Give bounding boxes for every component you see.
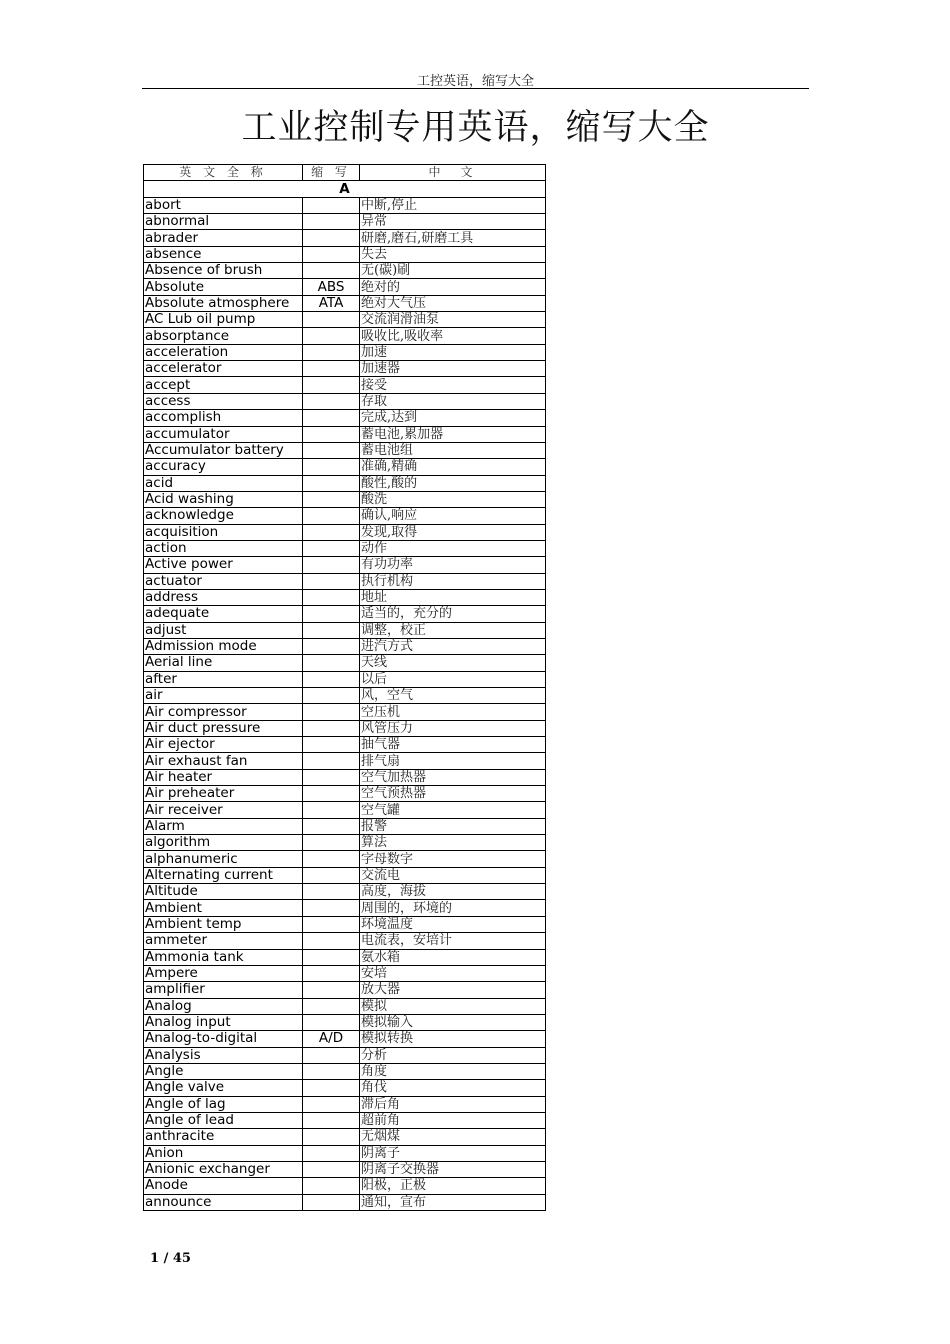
term-abbreviation xyxy=(303,377,360,393)
term-abbreviation xyxy=(303,965,360,981)
table-row xyxy=(144,459,546,475)
term-chinese: 地址 xyxy=(360,589,546,605)
term-english: Angle of lead xyxy=(144,1112,303,1128)
table-row xyxy=(144,1063,546,1079)
table-row xyxy=(144,933,546,949)
table-row xyxy=(144,475,546,491)
table-row xyxy=(144,246,546,262)
term-abbreviation xyxy=(303,933,360,949)
page-number: 1 / 45 xyxy=(150,1251,191,1266)
term-english: Alternating current xyxy=(144,867,303,883)
term-english: Absence of brush xyxy=(144,263,303,279)
table-row xyxy=(144,361,546,377)
term-abbreviation xyxy=(303,786,360,802)
term-chinese: 模拟转换 xyxy=(360,1031,546,1047)
term-abbreviation xyxy=(303,884,360,900)
term-chinese: 报警 xyxy=(360,818,546,834)
term-chinese: 加速 xyxy=(360,344,546,360)
term-chinese: 绝对大气压 xyxy=(360,295,546,311)
term-chinese: 天线 xyxy=(360,655,546,671)
term-english: Analog-to-digital xyxy=(144,1031,303,1047)
term-abbreviation xyxy=(303,246,360,262)
term-abbreviation xyxy=(303,1112,360,1128)
term-abbreviation xyxy=(303,998,360,1014)
term-abbreviation xyxy=(303,737,360,753)
table-row xyxy=(144,540,546,556)
term-abbreviation: A/D xyxy=(303,1031,360,1047)
term-abbreviation xyxy=(303,312,360,328)
table-row xyxy=(144,916,546,932)
term-english: abnormal xyxy=(144,214,303,230)
table-row xyxy=(144,737,546,753)
term-chinese: 准确,精确 xyxy=(360,459,546,475)
term-abbreviation xyxy=(303,475,360,491)
term-english: accumulator xyxy=(144,426,303,442)
term-english: accuracy xyxy=(144,459,303,475)
term-chinese: 风管压力 xyxy=(360,720,546,736)
table-row xyxy=(144,230,546,246)
table-row xyxy=(144,638,546,654)
term-chinese: 交流电 xyxy=(360,867,546,883)
term-abbreviation xyxy=(303,524,360,540)
section-row xyxy=(144,181,546,197)
table-row xyxy=(144,1129,546,1145)
term-abbreviation xyxy=(303,393,360,409)
term-english: accomplish xyxy=(144,410,303,426)
column-header-chinese: 中 文 xyxy=(360,165,546,181)
term-english: Analysis xyxy=(144,1047,303,1063)
term-abbreviation xyxy=(303,802,360,818)
term-english: Acid washing xyxy=(144,491,303,507)
term-chinese: 发现,取得 xyxy=(360,524,546,540)
term-abbreviation: ABS xyxy=(303,279,360,295)
term-abbreviation xyxy=(303,916,360,932)
term-english: adjust xyxy=(144,622,303,638)
term-abbreviation xyxy=(303,410,360,426)
term-chinese: 模拟 xyxy=(360,998,546,1014)
table-row xyxy=(144,835,546,851)
term-chinese: 中断,停止 xyxy=(360,197,546,213)
table-row xyxy=(144,263,546,279)
table-row xyxy=(144,1161,546,1177)
term-english: Ambient xyxy=(144,900,303,916)
term-chinese: 交流润滑油泵 xyxy=(360,312,546,328)
term-chinese: 分析 xyxy=(360,1047,546,1063)
term-abbreviation xyxy=(303,589,360,605)
term-chinese: 角伐 xyxy=(360,1080,546,1096)
term-abbreviation: ATA xyxy=(303,295,360,311)
page-title: 工业控制专用英语，缩写大全 xyxy=(241,108,710,148)
term-english: Air receiver xyxy=(144,802,303,818)
term-abbreviation xyxy=(303,573,360,589)
term-english: announce xyxy=(144,1194,303,1210)
term-chinese: 完成,达到 xyxy=(360,410,546,426)
term-abbreviation xyxy=(303,344,360,360)
term-english: accelerator xyxy=(144,361,303,377)
term-abbreviation xyxy=(303,361,360,377)
term-english: Analog input xyxy=(144,1014,303,1030)
term-chinese: 空气预热器 xyxy=(360,786,546,802)
term-english: Anode xyxy=(144,1178,303,1194)
table-row xyxy=(144,393,546,409)
term-chinese: 有功功率 xyxy=(360,557,546,573)
term-chinese: 角度 xyxy=(360,1063,546,1079)
term-abbreviation xyxy=(303,851,360,867)
table-row xyxy=(144,344,546,360)
term-chinese: 酸性,酸的 xyxy=(360,475,546,491)
term-chinese: 无(碳)刷 xyxy=(360,263,546,279)
term-english: algorithm xyxy=(144,835,303,851)
table-row xyxy=(144,442,546,458)
table-row xyxy=(144,312,546,328)
term-chinese: 确认,响应 xyxy=(360,508,546,524)
header-rule xyxy=(142,88,809,89)
term-chinese: 吸收比,吸收率 xyxy=(360,328,546,344)
term-english: Admission mode xyxy=(144,638,303,654)
table-row xyxy=(144,1080,546,1096)
term-chinese: 排气扇 xyxy=(360,753,546,769)
term-english: Ampere xyxy=(144,965,303,981)
term-chinese: 氨水箱 xyxy=(360,949,546,965)
table-row xyxy=(144,802,546,818)
term-chinese: 蓄电池组 xyxy=(360,442,546,458)
table-row xyxy=(144,410,546,426)
term-english: after xyxy=(144,671,303,687)
term-english: address xyxy=(144,589,303,605)
term-english: Analog xyxy=(144,998,303,1014)
term-chinese: 酸洗 xyxy=(360,491,546,507)
table-row xyxy=(144,589,546,605)
table-row xyxy=(144,704,546,720)
term-english: Air compressor xyxy=(144,704,303,720)
term-chinese: 空气罐 xyxy=(360,802,546,818)
term-english: acid xyxy=(144,475,303,491)
term-chinese: 加速器 xyxy=(360,361,546,377)
term-chinese: 蓄电池,累加器 xyxy=(360,426,546,442)
term-abbreviation xyxy=(303,1161,360,1177)
term-english: Altitude xyxy=(144,884,303,900)
table-row xyxy=(144,1178,546,1194)
term-abbreviation xyxy=(303,442,360,458)
term-chinese: 阴离子交换器 xyxy=(360,1161,546,1177)
term-abbreviation xyxy=(303,818,360,834)
term-english: anthracite xyxy=(144,1129,303,1145)
term-chinese: 适当的，充分的 xyxy=(360,606,546,622)
term-english: amplifier xyxy=(144,982,303,998)
term-chinese: 接受 xyxy=(360,377,546,393)
term-english: acquisition xyxy=(144,524,303,540)
term-english: Accumulator battery xyxy=(144,442,303,458)
term-english: Ammonia tank xyxy=(144,949,303,965)
term-chinese: 滞后角 xyxy=(360,1096,546,1112)
term-english: adequate xyxy=(144,606,303,622)
term-abbreviation xyxy=(303,1194,360,1210)
term-chinese: 高度，海拔 xyxy=(360,884,546,900)
term-chinese: 异常 xyxy=(360,214,546,230)
term-english: acceleration xyxy=(144,344,303,360)
glossary-table xyxy=(143,164,546,1211)
term-chinese: 电流表，安培计 xyxy=(360,933,546,949)
term-english: Air preheater xyxy=(144,786,303,802)
column-header-english: 英 文 全 称 xyxy=(144,165,303,181)
term-abbreviation xyxy=(303,328,360,344)
term-chinese: 超前角 xyxy=(360,1112,546,1128)
table-row xyxy=(144,998,546,1014)
table-row xyxy=(144,508,546,524)
term-chinese: 环境温度 xyxy=(360,916,546,932)
term-abbreviation xyxy=(303,769,360,785)
term-abbreviation xyxy=(303,622,360,638)
term-abbreviation xyxy=(303,1096,360,1112)
term-chinese: 绝对的 xyxy=(360,279,546,295)
table-row xyxy=(144,769,546,785)
term-abbreviation xyxy=(303,230,360,246)
term-abbreviation xyxy=(303,197,360,213)
term-english: action xyxy=(144,540,303,556)
term-english: Angle xyxy=(144,1063,303,1079)
term-english: Air ejector xyxy=(144,737,303,753)
term-english: actuator xyxy=(144,573,303,589)
table-row xyxy=(144,377,546,393)
term-english: Absolute xyxy=(144,279,303,295)
term-abbreviation xyxy=(303,540,360,556)
term-chinese: 模拟输入 xyxy=(360,1014,546,1030)
term-chinese: 无烟煤 xyxy=(360,1129,546,1145)
table-row xyxy=(144,557,546,573)
term-english: absorptance xyxy=(144,328,303,344)
term-abbreviation xyxy=(303,426,360,442)
table-row xyxy=(144,197,546,213)
term-chinese: 研磨,磨石,研磨工具 xyxy=(360,230,546,246)
term-abbreviation xyxy=(303,459,360,475)
term-english: Alarm xyxy=(144,818,303,834)
table-row xyxy=(144,524,546,540)
term-abbreviation xyxy=(303,671,360,687)
term-abbreviation xyxy=(303,655,360,671)
term-abbreviation xyxy=(303,638,360,654)
table-row xyxy=(144,1096,546,1112)
term-abbreviation xyxy=(303,508,360,524)
term-abbreviation xyxy=(303,606,360,622)
table-row xyxy=(144,1194,546,1210)
table-header-row xyxy=(144,165,546,181)
term-chinese: 阳极，正极 xyxy=(360,1178,546,1194)
term-chinese: 通知，宣布 xyxy=(360,1194,546,1210)
term-english: alphanumeric xyxy=(144,851,303,867)
table-row xyxy=(144,818,546,834)
table-row xyxy=(144,295,546,311)
column-header-abbreviation: 缩 写 xyxy=(303,165,360,181)
term-abbreviation xyxy=(303,835,360,851)
term-english: Air exhaust fan xyxy=(144,753,303,769)
term-abbreviation xyxy=(303,949,360,965)
table-row xyxy=(144,671,546,687)
term-english: abrader xyxy=(144,230,303,246)
table-row xyxy=(144,688,546,704)
term-abbreviation xyxy=(303,900,360,916)
term-chinese: 阴离子 xyxy=(360,1145,546,1161)
term-chinese: 安培 xyxy=(360,965,546,981)
table-row xyxy=(144,279,546,295)
term-chinese: 空气加热器 xyxy=(360,769,546,785)
section-letter: A xyxy=(144,181,546,197)
term-english: Ambient temp xyxy=(144,916,303,932)
term-abbreviation xyxy=(303,704,360,720)
term-chinese: 存取 xyxy=(360,393,546,409)
table-row xyxy=(144,867,546,883)
table-row xyxy=(144,900,546,916)
table-row xyxy=(144,1014,546,1030)
term-abbreviation xyxy=(303,982,360,998)
table-row xyxy=(144,1031,546,1047)
term-english: ammeter xyxy=(144,933,303,949)
term-abbreviation xyxy=(303,1080,360,1096)
term-english: access xyxy=(144,393,303,409)
term-abbreviation xyxy=(303,720,360,736)
table-row xyxy=(144,655,546,671)
term-english: Angle valve xyxy=(144,1080,303,1096)
term-chinese: 风，空气 xyxy=(360,688,546,704)
table-row xyxy=(144,753,546,769)
table-row xyxy=(144,573,546,589)
term-chinese: 动作 xyxy=(360,540,546,556)
term-abbreviation xyxy=(303,1178,360,1194)
table-row xyxy=(144,426,546,442)
term-english: Absolute atmosphere xyxy=(144,295,303,311)
term-chinese: 抽气器 xyxy=(360,737,546,753)
term-abbreviation xyxy=(303,1047,360,1063)
term-english: AC Lub oil pump xyxy=(144,312,303,328)
term-chinese: 执行机构 xyxy=(360,573,546,589)
table-row xyxy=(144,491,546,507)
term-english: Anion xyxy=(144,1145,303,1161)
term-chinese: 算法 xyxy=(360,835,546,851)
term-chinese: 放大器 xyxy=(360,982,546,998)
term-chinese: 进汽方式 xyxy=(360,638,546,654)
table-row xyxy=(144,1112,546,1128)
term-english: air xyxy=(144,688,303,704)
term-chinese: 字母数字 xyxy=(360,851,546,867)
term-abbreviation xyxy=(303,867,360,883)
term-chinese: 失去 xyxy=(360,246,546,262)
term-english: accept xyxy=(144,377,303,393)
table-row xyxy=(144,965,546,981)
table-row xyxy=(144,982,546,998)
table-row xyxy=(144,214,546,230)
term-english: Air heater xyxy=(144,769,303,785)
term-english: acknowledge xyxy=(144,508,303,524)
table-row xyxy=(144,720,546,736)
table-row xyxy=(144,949,546,965)
term-english: Aerial line xyxy=(144,655,303,671)
term-abbreviation xyxy=(303,753,360,769)
term-english: Anionic exchanger xyxy=(144,1161,303,1177)
term-abbreviation xyxy=(303,1063,360,1079)
term-english: abort xyxy=(144,197,303,213)
term-chinese: 周围的，环境的 xyxy=(360,900,546,916)
term-english: Active power xyxy=(144,557,303,573)
term-english: Angle of lag xyxy=(144,1096,303,1112)
term-abbreviation xyxy=(303,263,360,279)
term-abbreviation xyxy=(303,491,360,507)
table-row xyxy=(144,1047,546,1063)
term-chinese: 空压机 xyxy=(360,704,546,720)
table-row xyxy=(144,851,546,867)
term-chinese: 以后 xyxy=(360,671,546,687)
term-abbreviation xyxy=(303,557,360,573)
term-abbreviation xyxy=(303,214,360,230)
term-abbreviation xyxy=(303,1129,360,1145)
running-header: 工控英语，缩写大全 xyxy=(416,74,534,89)
table-row xyxy=(144,606,546,622)
term-abbreviation xyxy=(303,688,360,704)
term-abbreviation xyxy=(303,1014,360,1030)
term-english: Air duct pressure xyxy=(144,720,303,736)
term-chinese: 调整，校正 xyxy=(360,622,546,638)
table-row xyxy=(144,786,546,802)
term-english: absence xyxy=(144,246,303,262)
table-row xyxy=(144,622,546,638)
table-row xyxy=(144,328,546,344)
table-row xyxy=(144,884,546,900)
table-row xyxy=(144,1145,546,1161)
term-abbreviation xyxy=(303,1145,360,1161)
